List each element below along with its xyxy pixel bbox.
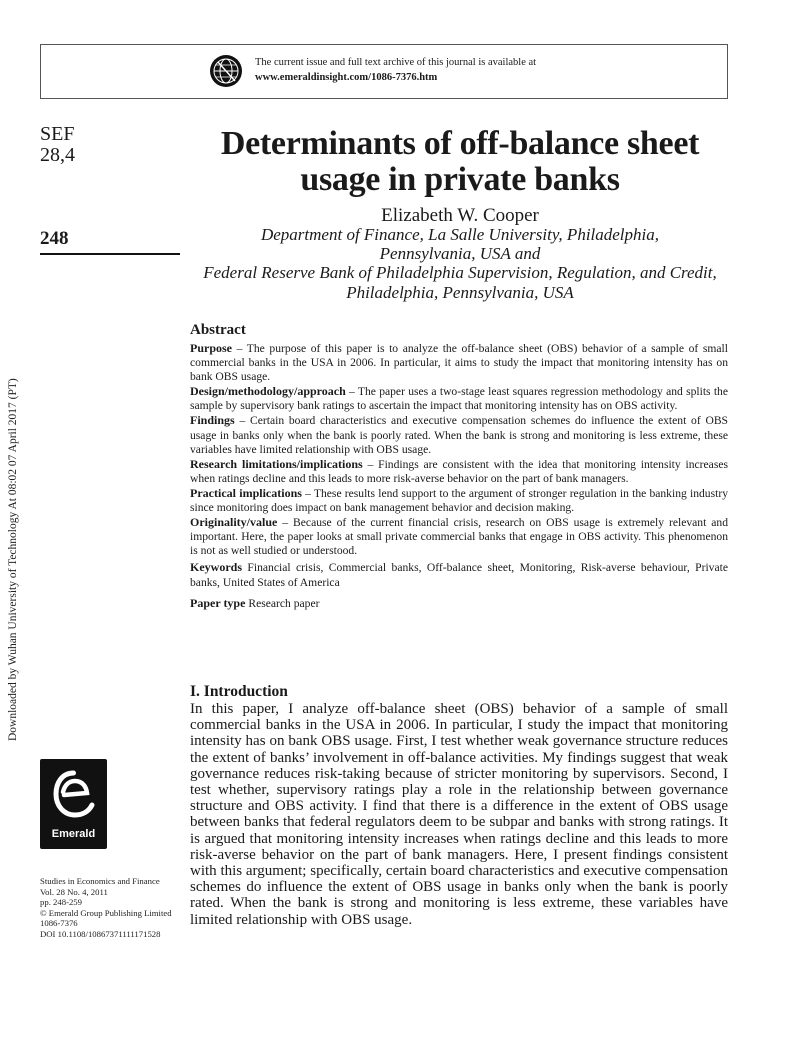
keywords-text: Financial crisis, Commercial banks, Off-balance sheet, Monitoring, Risk-averse behaviour, Private banks, United States of America	[190, 561, 728, 589]
publication-info	[40, 876, 172, 939]
affiliation-line-3: Federal Reserve Bank of Philadelphia Supervision, Regulation, and Credit,	[203, 263, 717, 283]
journal-code	[40, 124, 75, 166]
limitations-label: Research limitations/implications	[190, 456, 363, 471]
archive-url[interactable]: www.emeraldinsight.com/1086-7376.htm	[255, 72, 438, 83]
page-range: pp. 248-259	[40, 897, 82, 907]
abstract-practical	[190, 486, 728, 515]
journal-volume: Vol. 28 No. 4, 2011	[40, 886, 108, 897]
author-affiliation	[190, 225, 730, 302]
archive-text	[255, 55, 536, 85]
page-rule-divider	[40, 253, 180, 255]
practical-text: – These results lend support to the argument of stronger regulation in the banking industry since monitoring does impact on bank management behavior and decision making.	[190, 486, 728, 515]
originality-label: Originality/value	[190, 515, 278, 530]
affiliation-line-2: Pennsylvania, USA and	[379, 244, 541, 264]
abstract-findings	[190, 413, 728, 456]
purpose-text: – The purpose of this paper is to analyze the off-balance sheet (OBS) behavior of a sample of small commercial banks in the USA in 2006. In particular, it aims to study the impact that monitoring intensity has on bank OBS usage.	[190, 342, 728, 384]
abstract-purpose	[190, 341, 728, 384]
practical-label: Practical implications	[190, 485, 302, 500]
abstract-section	[190, 321, 728, 611]
introduction-body: In this paper, I analyze off-balance sheet (OBS) behavior of a sample of small commercial banks in the USA in 2006. In particular, I study the impact that monitoring intensity has on bank OBS usage. First, I test whether weak governance structure reduces the extent of banks’ involvement in off-balance activities. My findings suggest that weak governance reduces risk-taking because of stricter monitoring by supervisors. Second, I test whether, supervisory ratings play a role in the relationship between governance structure and OBS activity. I find that there is a difference in the extent of OBS usage between banks that federal regulators deem to be subpar and banks with strong ratings. It is argued that monitoring intensity increases when ratings decline and this leads to more risk-averse behavior on the part of bank managers. Here, I present findings consistent with this argument; specifically, certain board characteristics and executive compensation schemes do influence the extent of OBS usage in banks only when the bank is poorly rated. When the bank is strong and monitoring is less extreme, these variables have limited relationship with OBS usage.	[190, 701, 728, 928]
doi: DOI 10.1108/10867371111171528	[40, 928, 161, 939]
page-number: 248	[40, 228, 69, 249]
paper-type-label: Paper type	[190, 595, 246, 610]
originality-text: – Because of the current financial crisis, research on OBS usage is extremely relevant and important. Here, the paper looks at small private commercial banks that engage in OBS activity. This phenomenon is not as well studied or understood.	[190, 516, 728, 558]
emerald-logo	[40, 759, 107, 849]
introduction-heading: I. Introduction	[190, 683, 288, 700]
affiliation-line-1: Department of Finance, La Salle University, Philadelphia,	[260, 225, 660, 244]
archive-line-1: The current issue and full text archive of this journal is available at	[255, 57, 537, 68]
emerald-e-icon	[50, 765, 97, 823]
journal-volume-issue: 28,4	[40, 144, 75, 166]
title-line-2: usage in private banks	[300, 161, 620, 198]
journal-name: Studies in Economics and Finance	[40, 876, 160, 886]
abstract-design	[190, 384, 728, 413]
article-title	[190, 126, 730, 198]
design-text: – The paper uses a two-stage least squares regression methodology and splits the sample by supervisory bank ratings to ascertain the impact that monitoring intensity has on OBS activity.	[190, 385, 728, 413]
abstract-heading: Abstract	[190, 322, 246, 338]
abstract-paper-type	[190, 596, 728, 611]
emerald-logo-text: Emerald	[51, 828, 96, 840]
limitations-text: – Findings are consistent with the idea that monitoring intensity increases when ratings decline and this leads to more risk-averse behavior on the part of bank managers.	[190, 457, 728, 485]
watermark-text: Downloaded by Wuhan University of Technology At 08:02 07 April 2017 (PT)	[7, 378, 19, 741]
globe-icon	[209, 54, 243, 88]
copyright: © Emerald Group Publishing Limited	[40, 907, 172, 918]
paper-type-text: Research paper	[245, 596, 320, 610]
purpose-label: Purpose	[190, 341, 232, 355]
affiliation-line-4: Philadelphia, Pennsylvania, USA	[346, 282, 574, 302]
issn: 1086-7376	[40, 918, 78, 928]
title-line-1: Determinants of off-balance sheet	[220, 125, 700, 162]
design-label: Design/methodology/approach	[190, 384, 346, 399]
download-watermark	[0, 0, 20, 1057]
findings-text: – Certain board characteristics and executive compensation schemes do influence the extent of OBS usage in banks only when the bank is poorly rated. When the bank is strong and monitoring is less extreme, these variables have limited relationship with OBS usage.	[190, 414, 728, 456]
findings-label: Findings	[190, 413, 235, 428]
abstract-originality	[190, 515, 728, 558]
archive-notice-box	[40, 44, 728, 99]
abstract-keywords	[190, 560, 728, 589]
journal-abbrev: SEF	[40, 123, 75, 145]
author-name: Elizabeth W. Cooper	[381, 205, 539, 226]
keywords-label: Keywords	[190, 560, 242, 575]
abstract-limitations	[190, 457, 728, 486]
